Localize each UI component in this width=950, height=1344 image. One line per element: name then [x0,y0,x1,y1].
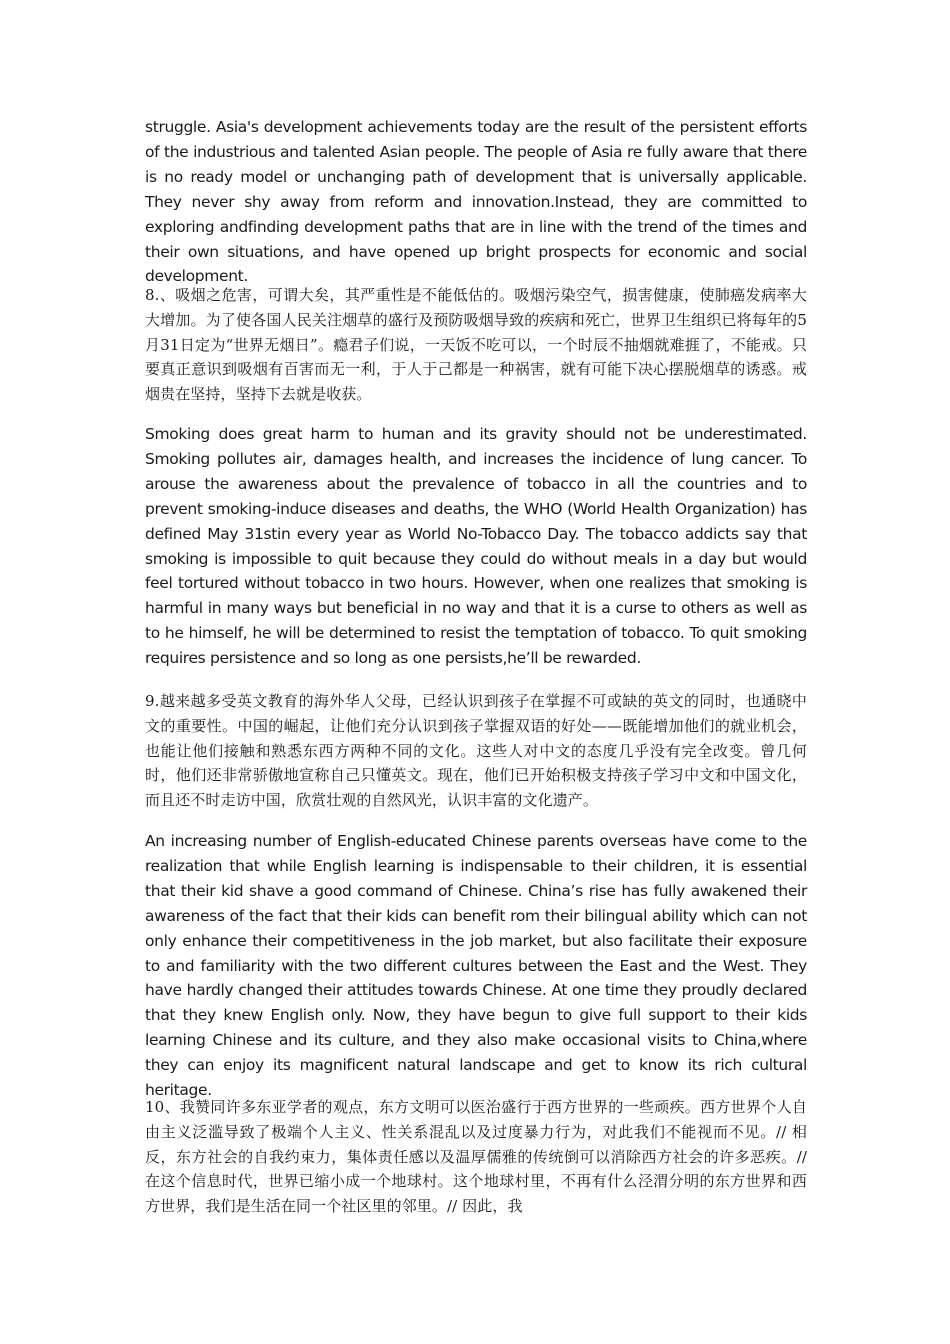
paragraph-chinese-smoking: 8.、吸烟之危害，可谓大矣，其严重性是不能低估的。吸烟污染空气，损害健康，使肺癌发病率大大增加。为了使各国人民关注烟草的盛行及预防吸烟导致的疾病和死亡，世界卫生组织已将每年的5月31日定为“世界无烟日”。瘾君子们说，一天饭不吃可以，一个时辰不抽烟就难捱了，不能戒。只要真正意识到吸烟有百害而无一利，于人于己都是一种祸害，就有可能下决心摆脱烟草的诱惑。戒烟贵在坚持，坚持下去就是收获。 [145,286,807,404]
paragraph-english-smoking: Smoking does great harm to human and its gravity should not be underestimated. Smoking pollutes air, damages health, and increases the incidence of lung cancer. To arouse the awareness about the prevalence of tobacco in all the countries and to prevent smoking-induce diseases and deaths, the WHO (World Health Organization) has defined May 31stin every year as World No-Tobacco Day. The tobacco addicts say that smoking is impossible to quit because they could do without meals in a day but would feel tortured without tobacco in two hours. However, when one realizes that smoking is harmful in many ways but beneficial in no way and that it is a curse to others as well as to he himself, he will be determined to resist the temptation of tobacco. To quit smoking requires persistence and so long as one persists,he’ll be rewarded. [145,425,807,668]
paragraph-english-bilingual: An increasing number of English-educated Chinese parents overseas have come to the realization that while English learning is indispensable to their children, it is essential that their kid shave a good command of Chinese. China’s rise has fully awakened their awareness of the fact that their kids can benefit rom their bilingual ability which can not only enhance their competitiveness in the job market, but also facilitate their exposure to and familiarity with the two different cultures between the East and the West. They have hardly changed their attitudes towards Chinese. At one time they proudly declared that they knew English only. Now, they have begun to give full support to their kids learning Chinese and its culture, and they also make occasional visits to China,where they can enjoy its magnificent natural landscape and get to know its rich cultural heritage. [145,832,807,1100]
paragraph-chinese-east-west: 10、我赞同许多东亚学者的观点，东方文明可以医治盛行于西方世界的一些顽疾。西方世界个人自由主义泛滥导致了极端个人主义、性关系混乱以及过度暴力行为，对此我们不能视而不见。// 相反，东方社会的自我约束力，集体责任感以及温厚儒雅的传统倒可以消除西方社会的许多恶疾。// 在这个信息时代，世界已缩小成一个地球村。这个地球村里，不再有什么泾渭分明的东方世界和西方世界，我们是生活在同一个社区里的邻里。// 因此，我 [145,1098,807,1216]
paragraph-chinese-bilingual: 9.越来越多受英文教育的海外华人父母，已经认识到孩子在掌握不可或缺的英文的同时，也通晓中文的重要性。中国的崛起，让他们充分认识到孩子掌握双语的好处——既能增加他们的就业机会，也能让他们接触和熟悉东西方两种不同的文化。这些人对中文的态度几乎没有完全改变。曾几何时，他们还非常骄傲地宣称自己只懂英文。现在，他们已开始积极支持孩子学习中文和中国文化，而且还不时走访中国，欣赏壮观的自然风光，认识丰富的文化遗产。 [145,692,807,810]
paragraph-english-asia-development: struggle. Asia's development achievements today are the result of the persistent efforts of the industrious and talented Asian people. The people of Asia re fully aware that there is no ready model or unchanging path of development that is universally applicable. They never shy away from reform and innovation.Instead, they are committed to exploring andfinding development paths that are in line with the trend of the times and their own situations, and have opened up bright prospects for economic and social development. [145,118,807,286]
